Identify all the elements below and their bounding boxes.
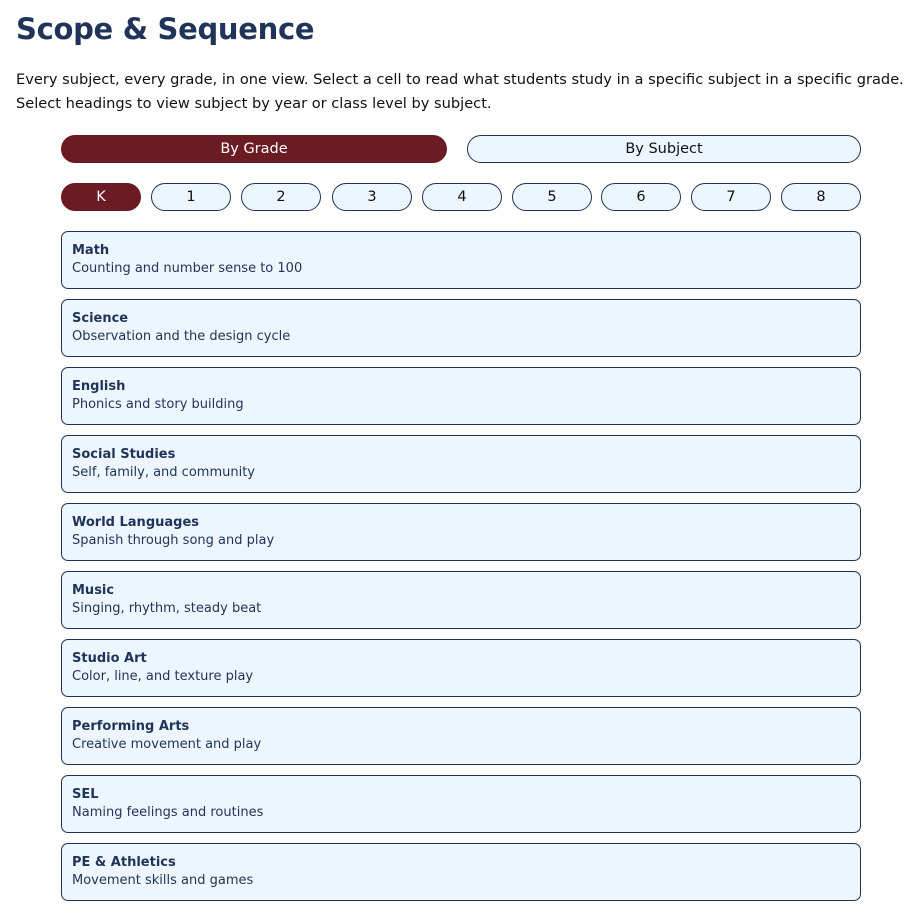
card-subject: Science <box>72 311 129 326</box>
card-subject: PE & Athletics <box>72 855 176 870</box>
card-subject: English <box>72 379 126 394</box>
card-summary: Naming feelings and routines <box>72 805 264 820</box>
card-subject: Music <box>72 583 115 598</box>
card-summary: Color, line, and texture play <box>72 669 254 684</box>
grade-tab-k[interactable]: K <box>61 183 141 211</box>
grade-tab-5[interactable]: 5 <box>512 183 592 211</box>
subject-card-english[interactable] <box>61 367 861 425</box>
card-summary: Observation and the design cycle <box>72 329 291 344</box>
subject-card-pe-athletics[interactable] <box>61 843 861 901</box>
grade-tab-4[interactable]: 4 <box>422 183 502 211</box>
card-summary: Phonics and story building <box>72 397 244 412</box>
card-subject: SEL <box>72 787 99 802</box>
subject-card-studio-art[interactable] <box>61 639 861 697</box>
grade-tabs <box>61 183 861 211</box>
subject-card-social-studies[interactable] <box>61 435 861 493</box>
card-subject: Social Studies <box>72 447 176 462</box>
card-subject: Performing Arts <box>72 719 190 734</box>
card-summary: Movement skills and games <box>72 873 254 888</box>
subject-card-music[interactable] <box>61 571 861 629</box>
view-toggle <box>61 135 861 163</box>
grade-tab-6[interactable]: 6 <box>601 183 681 211</box>
by-grade-button[interactable]: By Grade <box>61 135 447 163</box>
card-summary: Singing, rhythm, steady beat <box>72 601 262 616</box>
grade-tab-3[interactable]: 3 <box>332 183 412 211</box>
page-intro: Every subject, every grade, in one view. Select a cell to read what students study in a specific subject in a specific grade. Select headings to view subject by year or class level by subject. <box>16 71 904 112</box>
subject-card-science[interactable] <box>61 299 861 357</box>
card-summary: Creative movement and play <box>72 737 262 752</box>
card-summary: Counting and number sense to 100 <box>72 261 303 276</box>
grade-tab-2[interactable]: 2 <box>241 183 321 211</box>
by-subject-button[interactable]: By Subject <box>467 135 861 163</box>
grade-tab-7[interactable]: 7 <box>691 183 771 211</box>
card-summary: Self, family, and community <box>72 465 255 480</box>
grade-tab-1[interactable]: 1 <box>151 183 231 211</box>
card-subject: Math <box>72 243 110 258</box>
page-title: Scope & Sequence <box>16 12 315 46</box>
grade-tab-8[interactable]: 8 <box>781 183 861 211</box>
card-subject: World Languages <box>72 515 200 530</box>
subject-card-performing-arts[interactable] <box>61 707 861 765</box>
subject-card-world-languages[interactable] <box>61 503 861 561</box>
card-subject: Studio Art <box>72 651 147 666</box>
card-summary: Spanish through song and play <box>72 533 275 548</box>
subject-card-sel[interactable] <box>61 775 861 833</box>
subject-card-math[interactable] <box>61 231 861 289</box>
